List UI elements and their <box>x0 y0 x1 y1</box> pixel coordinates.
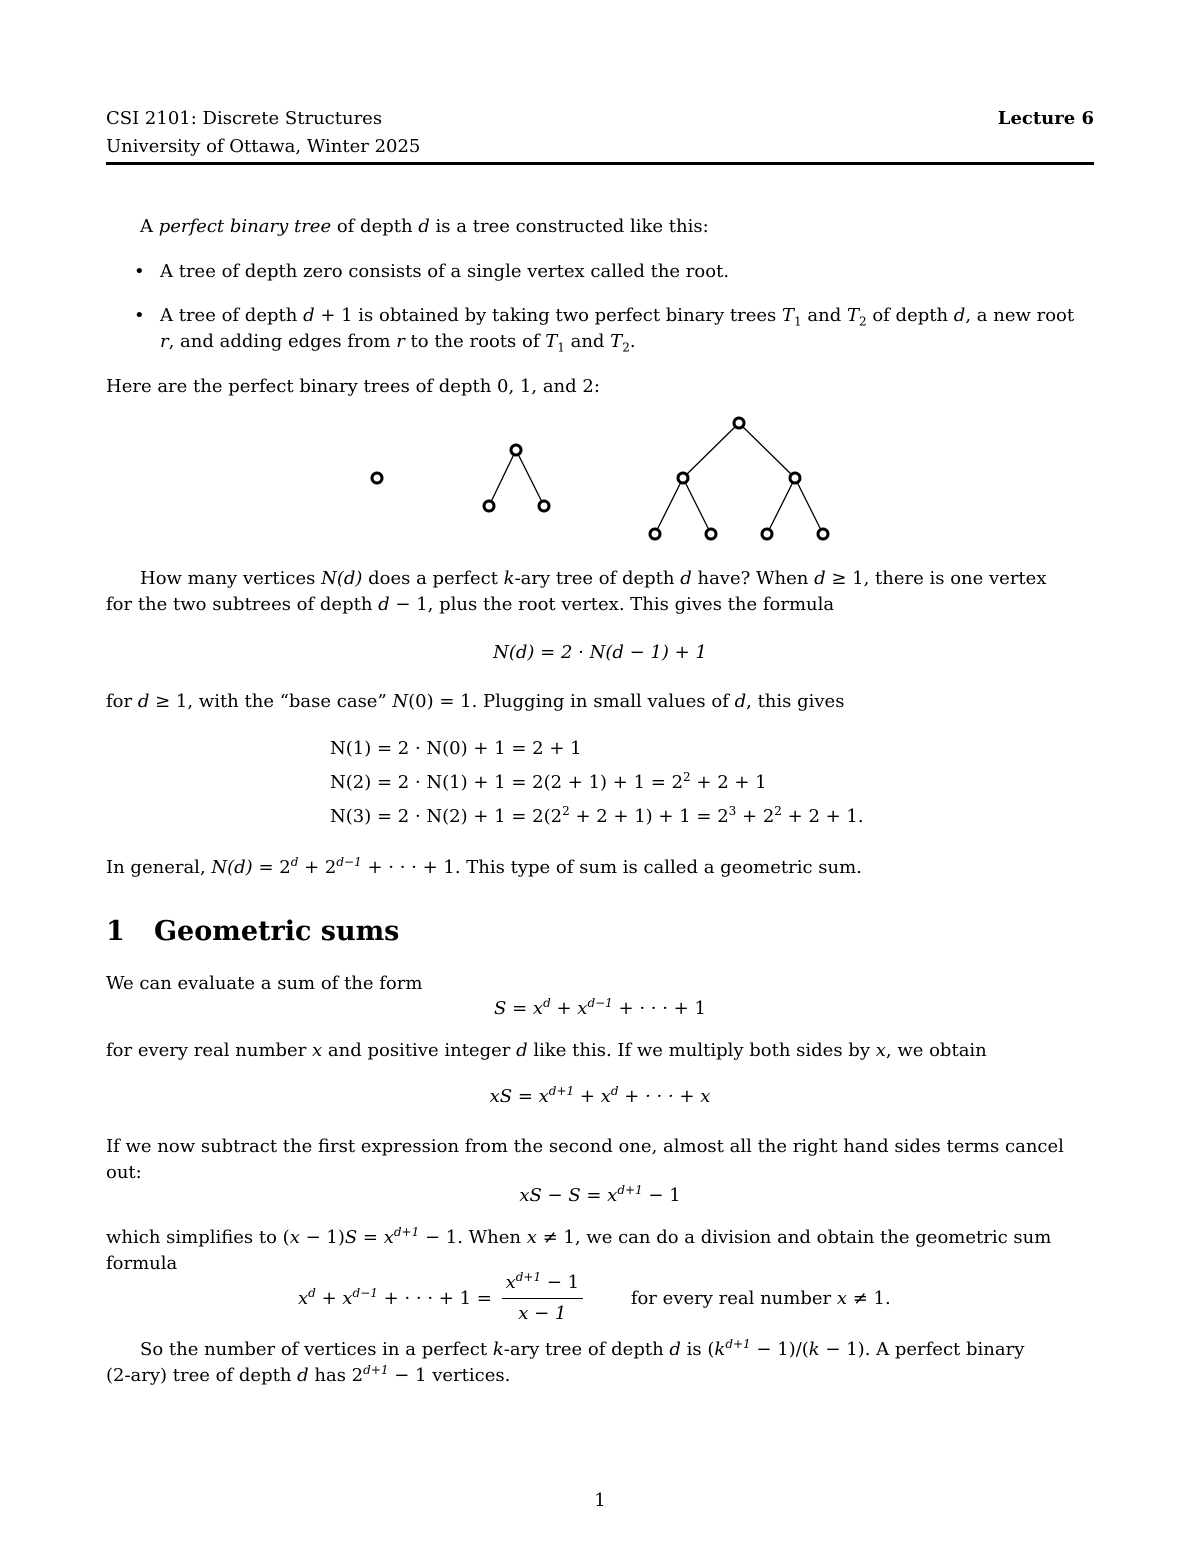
depth2-leaf-vertex <box>762 529 772 539</box>
depth2-inner-vertex <box>790 473 800 483</box>
multiply-paragraph: for every real number x and positive integer d like this. If we multiply both sides by x, we obtain <box>106 1040 987 1061</box>
section-intro: We can evaluate a sum of the form <box>106 973 423 994</box>
depth1-root-vertex <box>511 445 521 455</box>
equation-n3: $N(3) = 2 \cdot N(2) + 1 = 2(2^2 + 2 + 1) + 1 = 2^3 + 2^2 + 2 + 1$. <box>330 804 864 827</box>
simplify-paragraph: which simplifies to $(x - 1)S = x^{d+1} - 1$. When x ≠ 1, we can do a division and obtain the geometric sum formula <box>106 1225 1052 1274</box>
tree-vertices <box>372 418 828 539</box>
depth1-leaf-vertex <box>539 501 549 511</box>
intro-paragraph: A perfect binary tree of depth d is a tree constructed like this: <box>140 216 709 237</box>
bullet-icon: • <box>134 261 145 282</box>
equation-n1: N(1) = 2 · N(0) + 1 = 2 + 1 <box>330 738 582 759</box>
depth2-leaf-vertex <box>818 529 828 539</box>
lecture-label: Lecture 6 <box>997 108 1094 129</box>
conclusion-paragraph: So the number of vertices in a perfect k-ary tree of depth d is $(k^{d+1} - 1)/(k - 1)$. A perfect binary (2-ary) tree of depth d has $2^{d+1} - 1$ vertices. <box>106 1337 1025 1386</box>
subtract-paragraph: If we now subtract the first expression from the second one, almost all the right hand sides terms cancel out: <box>106 1136 1064 1183</box>
sum-definition-equation: $S = x^d + x^{d-1}$ + · · · + 1 <box>494 996 706 1019</box>
depth2-leaf-vertex <box>650 529 660 539</box>
recurrence-formula: N(d) = 2 · N(d − 1) + 1 <box>493 642 707 663</box>
depth1-leaf-vertex <box>484 501 494 511</box>
vertex-count-paragraph: How many vertices N(d) does a perfect k-ary tree of depth d have? When d ≥ 1, there is one vertex for the two subtrees of depth d − 1, plus the root vertex. This gives the formula <box>106 568 1047 615</box>
depth0-root-vertex <box>372 473 382 483</box>
section-heading <box>106 916 399 947</box>
geometric-sum-formula: $x^d + x^{d-1}$ + · · · + 1 = $\frac{x^{d+1} - 1}{x - 1}$ for every real number x ≠ 1. <box>298 1270 891 1327</box>
depth2-root-vertex <box>734 418 744 428</box>
general-formula-paragraph: In general, $N(d) = 2^d + 2^{d-1}$ + · · · + 1. This type of sum is called a geometric sum. <box>106 855 862 878</box>
bullet-item-depth-d-plus-1: • A tree of depth d + 1 is obtained by taking two perfect binary trees $T_1$ and $T_2$ of depth d, a new root r, and adding edges from r to the roots of $T_1$ and $T_2$. <box>134 305 1075 355</box>
university-line: University of Ottawa, Winter 2025 <box>106 136 421 157</box>
base-case-paragraph: for d ≥ 1, with the “base case” N(0) = 1. Plugging in small values of d, this gives <box>106 691 845 712</box>
geometric-fraction: $\frac{x^{d+1} - 1}{x - 1}$ <box>502 1270 584 1327</box>
section-number: 1 <box>106 916 125 947</box>
page-number: 1 <box>594 1490 606 1511</box>
equation-n2: $N(2) = 2 \cdot N(1) + 1 = 2(2 + 1) + 1 = 2^2 + 2 + 1$ <box>330 770 767 793</box>
multiplied-equation: xS = $x^{d+1} + x^d$ + · · · + x <box>489 1084 711 1107</box>
bullet-item-depth-zero: • A tree of depth zero consists of a single vertex called the root. <box>134 259 1094 285</box>
depth2-inner-vertex <box>678 473 688 483</box>
course-title: CSI 2101: Discrete Structures <box>106 108 383 129</box>
trees-caption: Here are the perfect binary trees of depth 0, 1, and 2: <box>106 376 600 397</box>
depth2-leaf-vertex <box>706 529 716 539</box>
bullet-icon: • <box>134 305 145 326</box>
subtraction-equation: xS − $S = x^{d+1} - 1$ <box>519 1183 681 1206</box>
expansion-equations <box>330 732 864 834</box>
tree-edges <box>489 423 823 534</box>
section-title: Geometric sums <box>154 916 400 947</box>
